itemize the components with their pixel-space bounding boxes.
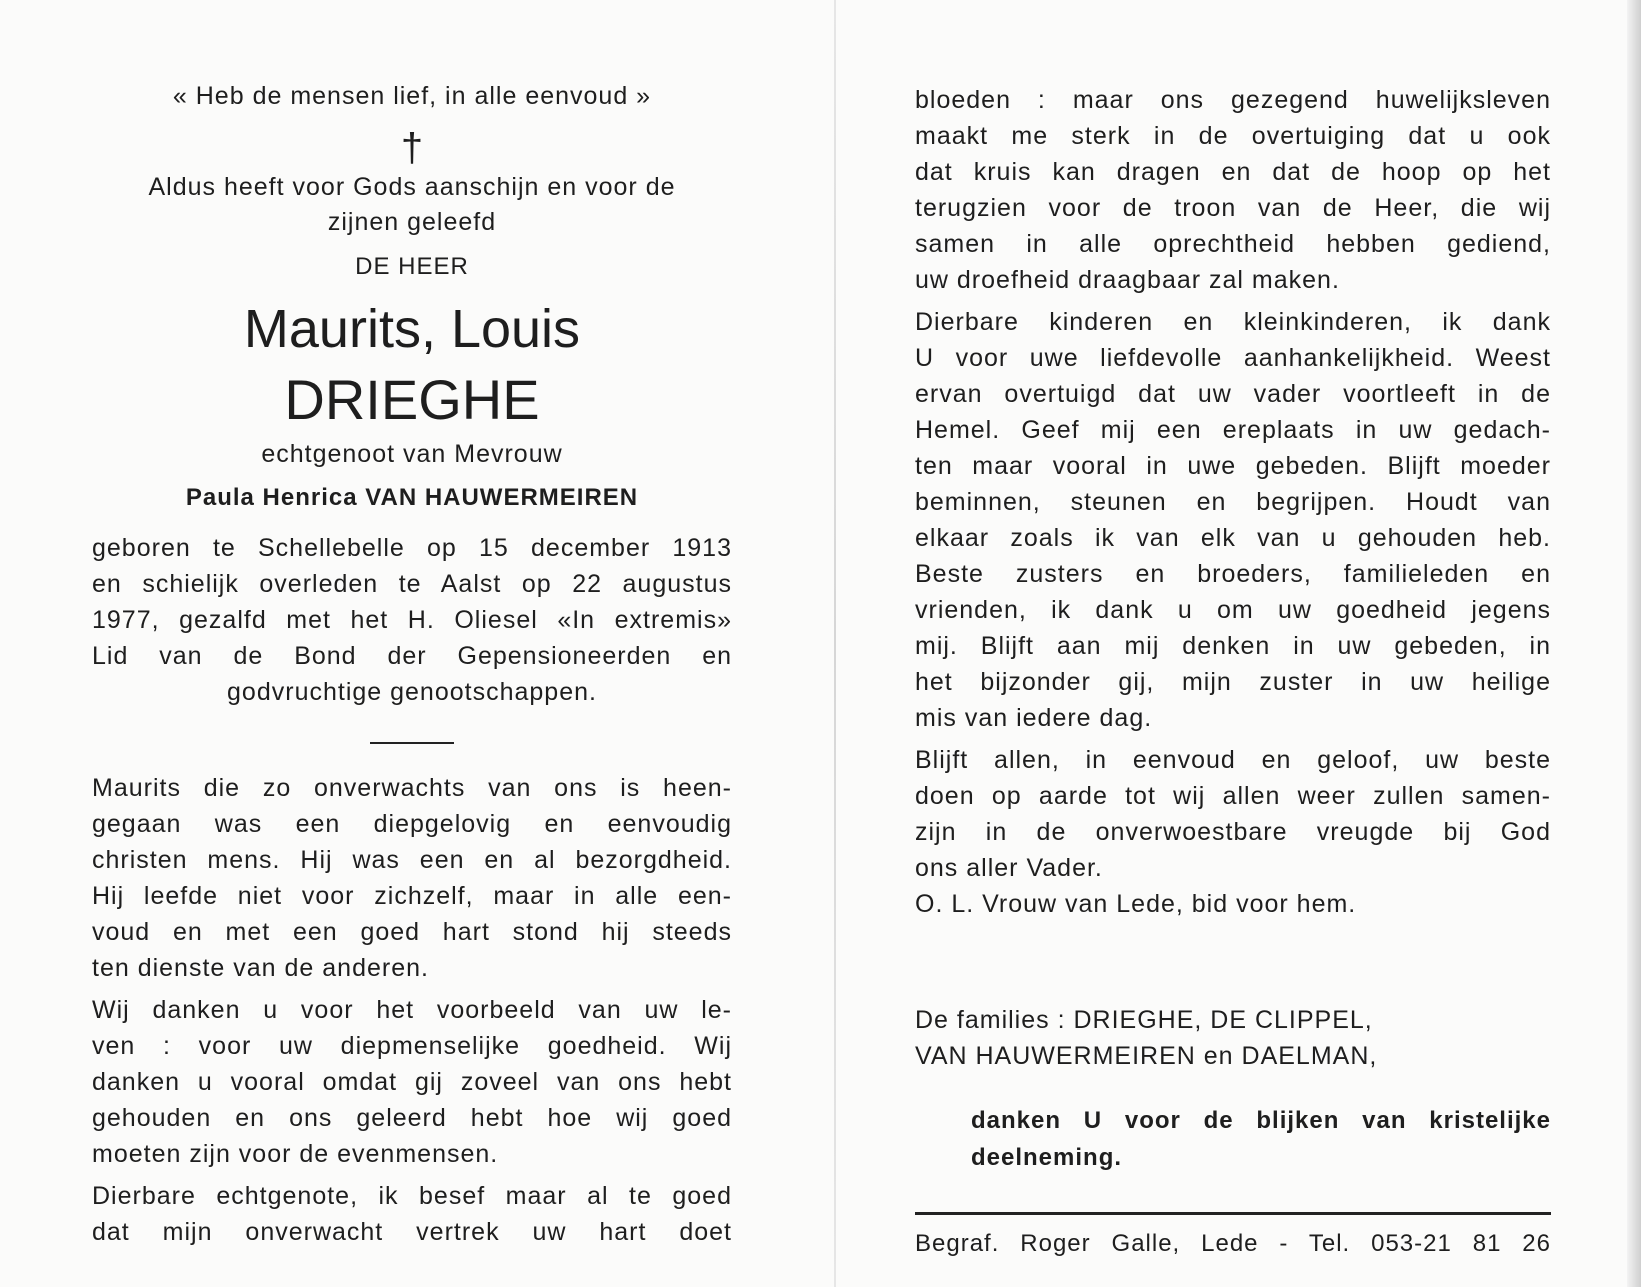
text-line: O. L. Vrouw van Lede, bid voor hem. <box>915 890 1357 918</box>
text-line: gehouden en ons geleerd hebt hoe wij goed <box>92 1104 732 1132</box>
text-line: ervan overtuigd dat uw vader voortleeft in de <box>915 380 1551 408</box>
text-line: dat mijn onverwacht vertrek uw hart doet <box>92 1218 732 1246</box>
text-line: Hemel. Geef mij een ereplaats in uw gedach- <box>915 416 1551 444</box>
text-line: ven : voor uw diepmenselijke goedheid. Wij <box>92 1032 732 1060</box>
families-line: De families : DRIEGHE, DE CLIPPEL, <box>915 1006 1373 1034</box>
intro-text <box>92 170 732 240</box>
biography <box>92 530 732 710</box>
text-line: doen op aarde tot wij allen weer zullen samen- <box>915 782 1551 810</box>
text-line: uw droefheid draagbaar zal maken. <box>915 266 1340 294</box>
text-line: Blijft allen, in eenvoud en geloof, uw beste <box>915 746 1551 774</box>
text-line: vrienden, ik dank u om uw goedheid jegens <box>915 596 1551 624</box>
families-line: VAN HAUWERMEIREN en DAELMAN, <box>915 1042 1378 1070</box>
divider <box>370 742 454 744</box>
text-line: ten dienste van de anderen. <box>92 954 429 982</box>
text-line: dat kruis kan dragen en dat de hoop op het <box>915 158 1551 186</box>
cross-icon: † <box>400 126 424 170</box>
text-line: moeten zijn voor de evenmensen. <box>92 1140 499 1168</box>
text-line: Dierbare kinderen en kleinkinderen, ik dank <box>915 308 1551 336</box>
families <box>915 1002 1515 1074</box>
text-line: zijn in de onverwoestbare vreugde bij God <box>915 818 1551 846</box>
spouse-label: echtgenoot van Mevrouw <box>261 440 563 468</box>
text-line: elkaar zoals ik van elk van u gehouden heb. <box>915 524 1551 552</box>
text-line: Maurits die zo onverwachts van ons is heen- <box>92 774 732 802</box>
text-line: U voor uwe liefdevolle aanhankelijkheid. Weest <box>915 344 1551 372</box>
text-line: bloeden : maar ons gezegend huwelijksleven <box>915 86 1551 114</box>
text-line: Hij leefde niet voor zichzelf, maar in alle een- <box>92 882 732 910</box>
given-names: Maurits, Louis <box>243 299 581 359</box>
text-line: Dierbare echtgenote, ik besef maar al te goed <box>92 1182 732 1210</box>
text-line: het bijzonder gij, mijn zuster in uw heilige <box>915 668 1551 696</box>
motto: « Heb de mensen lief, in alle eenvoud » <box>172 82 652 110</box>
printer-credit: Begraf. Roger Galle, Lede - Tel. 053-21 81 26 <box>915 1230 1551 1257</box>
text-line: ten maar vooral in uwe gebeden. Blijft moeder <box>915 452 1551 480</box>
bio-line: godvruchtige genootschappen. <box>227 678 597 706</box>
text-line: maakt me sterk in de overtuiging dat u ook <box>915 122 1551 150</box>
thanks-line: deelneming. <box>971 1144 1123 1171</box>
bio-line: Lid van de Bond der Gepensioneerden en <box>92 642 732 670</box>
right-page <box>915 0 1551 1287</box>
text-line: mis van iedere dag. <box>915 704 1153 732</box>
intro-line: Aldus heeft voor Gods aanschijn en voor de <box>148 173 676 201</box>
card-edge <box>1627 0 1641 1287</box>
spouse-name: Paula Henrica VAN HAUWERMEIREN <box>185 484 639 511</box>
text-line: voud en met een goed hart stond hij steeds <box>92 918 732 946</box>
printer-rule <box>915 1212 1551 1215</box>
text-line: danken u vooral omdat gij zoveel van ons hebt <box>92 1068 732 1096</box>
text-line: mij. Blijft aan mij denken in uw gebeden, in <box>915 632 1551 660</box>
text-line: christen mens. Hij was een en al bezorgdheid. <box>92 846 732 874</box>
honorific: DE HEER <box>355 253 469 280</box>
text-line: Wij danken u voor het voorbeeld van uw le- <box>92 996 732 1024</box>
intro-line: zijnen geleefd <box>327 208 497 236</box>
thanks-note <box>971 1102 1551 1176</box>
bio-line: en schielijk overleden te Aalst op 22 augustus <box>92 570 732 598</box>
right-body-text <box>915 82 1551 922</box>
text-line: samen in alle oprechtheid hebben gediend, <box>915 230 1551 258</box>
text-line: beminnen, steunen en begrijpen. Houdt van <box>915 488 1551 516</box>
text-line: gegaan was een diepgelovig en eenvoudig <box>92 810 732 838</box>
left-body-text <box>92 770 732 1250</box>
bio-line: geboren te Schellebelle op 15 december 1913 <box>92 534 732 562</box>
text-line: ons aller Vader. <box>915 854 1103 882</box>
thanks-line: danken U voor de blijken van kristelijke <box>971 1107 1551 1134</box>
left-page <box>92 0 732 1287</box>
surname: DRIEGHE <box>284 368 540 431</box>
text-line: Beste zusters en broeders, familieleden en <box>915 560 1551 588</box>
bio-line: 1977, gezalfd met het H. Oliesel «In extremis» <box>92 606 732 634</box>
text-line: terugzien voor de troon van de Heer, die wij <box>915 194 1551 222</box>
fold-line <box>834 0 836 1287</box>
